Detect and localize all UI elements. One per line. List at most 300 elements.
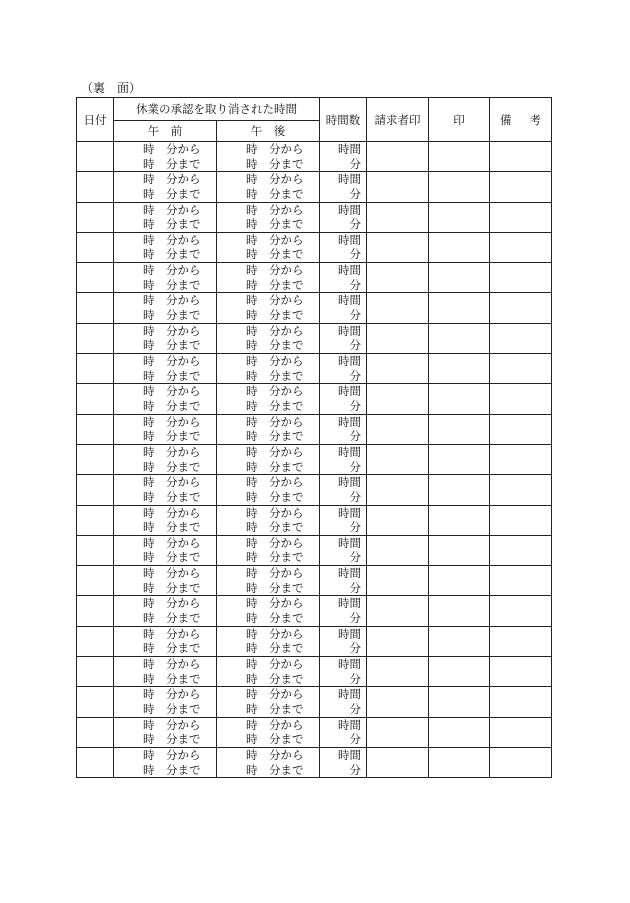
pm-time-cell[interactable] — [217, 596, 320, 626]
table-row — [77, 596, 552, 626]
am-time-cell[interactable] — [114, 717, 217, 747]
pm-time-cell[interactable] — [217, 293, 320, 323]
pm-from-text: 時 分から — [246, 626, 304, 641]
am-time-cell[interactable] — [114, 747, 217, 777]
page-side-label: （裏 面） — [81, 81, 142, 95]
header-seal: 印 — [429, 98, 490, 142]
remarks-cell[interactable] — [490, 626, 552, 656]
hours-unit-text: 時間 — [338, 535, 361, 550]
am-time-cell[interactable] — [114, 263, 217, 293]
table-row — [77, 202, 552, 232]
am-time-cell[interactable] — [114, 535, 217, 565]
hours-cell[interactable] — [320, 747, 367, 777]
pm-from-text: 時 分から — [246, 414, 304, 429]
am-from-text: 時 分から — [143, 566, 201, 581]
seal-cell[interactable] — [429, 596, 490, 626]
minutes-unit-text: 分 — [349, 247, 361, 262]
pm-until-text: 時 分まで — [246, 671, 304, 686]
hours-cell[interactable] — [320, 566, 367, 596]
header-cancelled-time: 休業の承認を取り消された時間 — [114, 98, 320, 121]
hours-unit-text: 時間 — [338, 414, 361, 429]
am-until-text: 時 分まで — [143, 641, 201, 656]
date-cell[interactable] — [77, 475, 114, 505]
pm-until-text: 時 分まで — [246, 701, 304, 716]
pm-time-cell[interactable] — [217, 566, 320, 596]
table-row — [77, 384, 552, 414]
am-from-text: 時 分から — [143, 687, 201, 702]
requester-seal-cell[interactable] — [367, 354, 429, 384]
requester-seal-cell[interactable] — [367, 475, 429, 505]
table-row — [77, 444, 552, 474]
am-from-text: 時 分から — [143, 535, 201, 550]
pm-time-cell[interactable] — [217, 263, 320, 293]
requester-seal-cell[interactable] — [367, 172, 429, 202]
requester-seal-cell[interactable] — [367, 414, 429, 444]
am-time-cell[interactable] — [114, 172, 217, 202]
seal-cell[interactable] — [429, 475, 490, 505]
hours-unit-text: 時間 — [338, 505, 361, 520]
am-until-text: 時 分まで — [143, 520, 201, 535]
seal-cell[interactable] — [429, 323, 490, 353]
pm-time-cell[interactable] — [217, 444, 320, 474]
table-row — [77, 687, 552, 717]
pm-from-text: 時 分から — [246, 202, 304, 217]
hours-unit-text: 時間 — [338, 202, 361, 217]
header-date: 日付 — [77, 98, 114, 142]
remarks-cell[interactable] — [490, 232, 552, 262]
date-cell[interactable] — [77, 384, 114, 414]
pm-until-text: 時 分まで — [246, 520, 304, 535]
hours-unit-text: 時間 — [338, 323, 361, 338]
am-until-text: 時 分まで — [143, 247, 201, 262]
am-from-text: 時 分から — [143, 444, 201, 459]
pm-from-text: 時 分から — [246, 475, 304, 490]
pm-until-text: 時 分まで — [246, 398, 304, 413]
hours-cell[interactable] — [320, 384, 367, 414]
date-cell[interactable] — [77, 687, 114, 717]
pm-time-cell[interactable] — [217, 505, 320, 535]
date-cell[interactable] — [77, 596, 114, 626]
hours-unit-text: 時間 — [338, 657, 361, 672]
date-cell[interactable] — [77, 293, 114, 323]
hours-cell[interactable] — [320, 535, 367, 565]
pm-time-cell[interactable] — [217, 657, 320, 687]
pm-until-text: 時 分まで — [246, 277, 304, 292]
am-time-cell[interactable] — [114, 626, 217, 656]
pm-time-cell[interactable] — [217, 232, 320, 262]
minutes-unit-text: 分 — [349, 156, 361, 171]
requester-seal-cell[interactable] — [367, 444, 429, 474]
pm-from-text: 時 分から — [246, 444, 304, 459]
pm-until-text: 時 分まで — [246, 550, 304, 565]
seal-cell[interactable] — [429, 626, 490, 656]
hours-unit-text: 時間 — [338, 293, 361, 308]
am-until-text: 時 分まで — [143, 156, 201, 171]
am-from-text: 時 分から — [143, 232, 201, 247]
minutes-unit-text: 分 — [349, 338, 361, 353]
seal-cell[interactable] — [429, 263, 490, 293]
remarks-cell[interactable] — [490, 414, 552, 444]
pm-from-text: 時 分から — [246, 535, 304, 550]
header-requester-seal: 請求者印 — [367, 98, 429, 142]
table-row — [77, 323, 552, 353]
requester-seal-cell[interactable] — [367, 657, 429, 687]
hours-cell[interactable] — [320, 323, 367, 353]
am-time-cell[interactable] — [114, 414, 217, 444]
seal-cell[interactable] — [429, 414, 490, 444]
requester-seal-cell[interactable] — [367, 747, 429, 777]
pm-until-text: 時 分まで — [246, 186, 304, 201]
hours-cell[interactable] — [320, 475, 367, 505]
pm-until-text: 時 分まで — [246, 459, 304, 474]
pm-from-text: 時 分から — [246, 232, 304, 247]
minutes-unit-text: 分 — [349, 580, 361, 595]
minutes-unit-text: 分 — [349, 368, 361, 383]
minutes-unit-text: 分 — [349, 186, 361, 201]
requester-seal-cell[interactable] — [367, 717, 429, 747]
am-from-text: 時 分から — [143, 475, 201, 490]
pm-from-text: 時 分から — [246, 657, 304, 672]
hours-cell[interactable] — [320, 414, 367, 444]
seal-cell[interactable] — [429, 232, 490, 262]
minutes-unit-text: 分 — [349, 641, 361, 656]
hours-unit-text: 時間 — [338, 717, 361, 732]
am-from-text: 時 分から — [143, 172, 201, 187]
pm-from-text: 時 分から — [246, 747, 304, 762]
minutes-unit-text: 分 — [349, 429, 361, 444]
pm-until-text: 時 分まで — [246, 611, 304, 626]
hours-unit-text: 時間 — [338, 172, 361, 187]
am-from-text: 時 分から — [143, 596, 201, 611]
minutes-unit-text: 分 — [349, 459, 361, 474]
am-time-cell[interactable] — [114, 444, 217, 474]
am-until-text: 時 分まで — [143, 308, 201, 323]
seal-cell[interactable] — [429, 384, 490, 414]
pm-time-cell[interactable] — [217, 535, 320, 565]
seal-cell[interactable] — [429, 747, 490, 777]
pm-from-text: 時 分から — [246, 384, 304, 399]
table-row — [77, 566, 552, 596]
seal-cell[interactable] — [429, 444, 490, 474]
am-from-text: 時 分から — [143, 202, 201, 217]
remarks-cell[interactable] — [490, 263, 552, 293]
requester-seal-cell[interactable] — [367, 505, 429, 535]
pm-until-text: 時 分まで — [246, 308, 304, 323]
requester-seal-cell[interactable] — [367, 142, 429, 172]
table-row — [77, 505, 552, 535]
seal-cell[interactable] — [429, 657, 490, 687]
date-cell[interactable] — [77, 323, 114, 353]
requester-seal-cell[interactable] — [367, 626, 429, 656]
am-until-text: 時 分まで — [143, 671, 201, 686]
date-cell[interactable] — [77, 444, 114, 474]
table-row — [77, 747, 552, 777]
am-time-cell[interactable] — [114, 657, 217, 687]
minutes-unit-text: 分 — [349, 398, 361, 413]
table-row — [77, 626, 552, 656]
remarks-cell[interactable] — [490, 596, 552, 626]
requester-seal-cell[interactable] — [367, 323, 429, 353]
hours-cell[interactable] — [320, 142, 367, 172]
pm-until-text: 時 分まで — [246, 156, 304, 171]
am-until-text: 時 分まで — [143, 398, 201, 413]
hours-unit-text: 時間 — [338, 384, 361, 399]
date-cell[interactable] — [77, 535, 114, 565]
requester-seal-cell[interactable] — [367, 263, 429, 293]
remarks-cell[interactable] — [490, 384, 552, 414]
am-time-cell[interactable] — [114, 142, 217, 172]
hours-cell[interactable] — [320, 172, 367, 202]
pm-time-cell[interactable] — [217, 687, 320, 717]
am-time-cell[interactable] — [114, 596, 217, 626]
remarks-cell[interactable] — [490, 657, 552, 687]
am-until-text: 時 分まで — [143, 459, 201, 474]
pm-from-text: 時 分から — [246, 687, 304, 702]
pm-time-cell[interactable] — [217, 202, 320, 232]
remarks-cell[interactable] — [490, 323, 552, 353]
minutes-unit-text: 分 — [349, 277, 361, 292]
minutes-unit-text: 分 — [349, 217, 361, 232]
seal-cell[interactable] — [429, 354, 490, 384]
pm-time-cell[interactable] — [217, 384, 320, 414]
seal-cell[interactable] — [429, 535, 490, 565]
hours-cell[interactable] — [320, 596, 367, 626]
am-from-text: 時 分から — [143, 626, 201, 641]
date-cell[interactable] — [77, 505, 114, 535]
am-time-cell[interactable] — [114, 687, 217, 717]
pm-from-text: 時 分から — [246, 505, 304, 520]
minutes-unit-text: 分 — [349, 701, 361, 716]
requester-seal-cell[interactable] — [367, 232, 429, 262]
table-row — [77, 354, 552, 384]
seal-cell[interactable] — [429, 717, 490, 747]
hours-cell[interactable] — [320, 202, 367, 232]
hours-cell[interactable] — [320, 354, 367, 384]
pm-until-text: 時 分まで — [246, 489, 304, 504]
hours-cell[interactable] — [320, 657, 367, 687]
am-until-text: 時 分まで — [143, 368, 201, 383]
date-cell[interactable] — [77, 626, 114, 656]
pm-time-cell[interactable] — [217, 717, 320, 747]
am-time-cell[interactable] — [114, 384, 217, 414]
requester-seal-cell[interactable] — [367, 293, 429, 323]
table-row — [77, 657, 552, 687]
pm-time-cell[interactable] — [217, 626, 320, 656]
hours-unit-text: 時間 — [338, 142, 361, 156]
table-row — [77, 717, 552, 747]
hours-unit-text: 時間 — [338, 232, 361, 247]
pm-until-text: 時 分まで — [246, 580, 304, 595]
table-row — [77, 475, 552, 505]
am-until-text: 時 分まで — [143, 489, 201, 504]
table-row — [77, 263, 552, 293]
seal-cell[interactable] — [429, 293, 490, 323]
hours-unit-text: 時間 — [338, 626, 361, 641]
remarks-cell[interactable] — [490, 202, 552, 232]
remarks-cell[interactable] — [490, 535, 552, 565]
am-from-text: 時 分から — [143, 657, 201, 672]
date-cell[interactable] — [77, 717, 114, 747]
pm-from-text: 時 分から — [246, 142, 304, 156]
seal-cell[interactable] — [429, 202, 490, 232]
am-time-cell[interactable] — [114, 323, 217, 353]
hours-cell[interactable] — [320, 717, 367, 747]
am-from-text: 時 分から — [143, 717, 201, 732]
hours-unit-text: 時間 — [338, 354, 361, 369]
seal-cell[interactable] — [429, 142, 490, 172]
hours-unit-text: 時間 — [338, 444, 361, 459]
seal-cell[interactable] — [429, 687, 490, 717]
requester-seal-cell[interactable] — [367, 384, 429, 414]
header-remarks-right: 考 — [529, 112, 541, 127]
pm-from-text: 時 分から — [246, 263, 304, 278]
pm-until-text: 時 分まで — [246, 338, 304, 353]
am-from-text: 時 分から — [143, 323, 201, 338]
requester-seal-cell[interactable] — [367, 687, 429, 717]
pm-from-text: 時 分から — [246, 354, 304, 369]
remarks-cell[interactable] — [490, 293, 552, 323]
remarks-cell[interactable] — [490, 717, 552, 747]
minutes-unit-text: 分 — [349, 762, 361, 777]
am-until-text: 時 分まで — [143, 550, 201, 565]
am-until-text: 時 分まで — [143, 762, 201, 777]
remarks-cell[interactable] — [490, 566, 552, 596]
pm-from-text: 時 分から — [246, 172, 304, 187]
remarks-cell[interactable] — [490, 172, 552, 202]
hours-unit-text: 時間 — [338, 566, 361, 581]
table-row — [77, 172, 552, 202]
am-time-cell[interactable] — [114, 202, 217, 232]
requester-seal-cell[interactable] — [367, 535, 429, 565]
pm-until-text: 時 分まで — [246, 368, 304, 383]
hours-unit-text: 時間 — [338, 747, 361, 762]
hours-unit-text: 時間 — [338, 687, 361, 702]
date-cell[interactable] — [77, 172, 114, 202]
remarks-cell[interactable] — [490, 354, 552, 384]
hours-cell[interactable] — [320, 444, 367, 474]
remarks-cell[interactable] — [490, 444, 552, 474]
pm-time-cell[interactable] — [217, 747, 320, 777]
am-from-text: 時 分から — [143, 293, 201, 308]
date-cell[interactable] — [77, 657, 114, 687]
pm-until-text: 時 分まで — [246, 762, 304, 777]
hours-unit-text: 時間 — [338, 596, 361, 611]
pm-from-text: 時 分から — [246, 293, 304, 308]
date-cell[interactable] — [77, 414, 114, 444]
seal-cell[interactable] — [429, 505, 490, 535]
pm-time-cell[interactable] — [217, 414, 320, 444]
pm-from-text: 時 分から — [246, 323, 304, 338]
table-row — [77, 414, 552, 444]
am-from-text: 時 分から — [143, 505, 201, 520]
minutes-unit-text: 分 — [349, 308, 361, 323]
am-until-text: 時 分まで — [143, 732, 201, 747]
am-from-text: 時 分から — [143, 263, 201, 278]
remarks-cell[interactable] — [490, 747, 552, 777]
am-from-text: 時 分から — [143, 142, 201, 156]
pm-time-cell[interactable] — [217, 354, 320, 384]
header-am: 午 前 — [114, 121, 217, 142]
am-until-text: 時 分まで — [143, 611, 201, 626]
pm-until-text: 時 分まで — [246, 217, 304, 232]
minutes-unit-text: 分 — [349, 489, 361, 504]
table-row — [77, 232, 552, 262]
am-time-cell[interactable] — [114, 293, 217, 323]
seal-cell[interactable] — [429, 172, 490, 202]
hours-cell[interactable] — [320, 505, 367, 535]
seal-cell[interactable] — [429, 566, 490, 596]
remarks-cell[interactable] — [490, 687, 552, 717]
minutes-unit-text: 分 — [349, 550, 361, 565]
date-cell[interactable] — [77, 142, 114, 172]
pm-from-text: 時 分から — [246, 717, 304, 732]
date-cell[interactable] — [77, 747, 114, 777]
requester-seal-cell[interactable] — [367, 596, 429, 626]
remarks-cell[interactable] — [490, 505, 552, 535]
hours-cell[interactable] — [320, 263, 367, 293]
am-from-text: 時 分から — [143, 384, 201, 399]
am-until-text: 時 分まで — [143, 580, 201, 595]
remarks-cell[interactable] — [490, 142, 552, 172]
pm-time-cell[interactable] — [217, 323, 320, 353]
header-remarks-left: 備 — [500, 112, 512, 127]
pm-time-cell[interactable] — [217, 142, 320, 172]
pm-until-text: 時 分まで — [246, 429, 304, 444]
minutes-unit-text: 分 — [349, 520, 361, 535]
pm-until-text: 時 分まで — [246, 732, 304, 747]
am-time-cell[interactable] — [114, 232, 217, 262]
requester-seal-cell[interactable] — [367, 566, 429, 596]
am-from-text: 時 分から — [143, 354, 201, 369]
date-cell[interactable] — [77, 202, 114, 232]
am-time-cell[interactable] — [114, 566, 217, 596]
hours-cell[interactable] — [320, 687, 367, 717]
minutes-unit-text: 分 — [349, 671, 361, 686]
am-time-cell[interactable] — [114, 505, 217, 535]
am-from-text: 時 分から — [143, 747, 201, 762]
pm-until-text: 時 分まで — [246, 641, 304, 656]
header-pm: 午 後 — [217, 121, 320, 142]
header-hours: 時間数 — [320, 98, 367, 142]
am-until-text: 時 分まで — [143, 338, 201, 353]
pm-time-cell[interactable] — [217, 172, 320, 202]
date-cell[interactable] — [77, 354, 114, 384]
am-until-text: 時 分まで — [143, 186, 201, 201]
pm-time-cell[interactable] — [217, 475, 320, 505]
date-cell[interactable] — [77, 263, 114, 293]
table-row — [77, 535, 552, 565]
minutes-unit-text: 分 — [349, 611, 361, 626]
am-until-text: 時 分まで — [143, 701, 201, 716]
header-remarks — [490, 98, 552, 142]
hours-cell[interactable] — [320, 293, 367, 323]
am-from-text: 時 分から — [143, 414, 201, 429]
remarks-cell[interactable] — [490, 475, 552, 505]
am-until-text: 時 分まで — [143, 277, 201, 292]
am-time-cell[interactable] — [114, 354, 217, 384]
date-cell[interactable] — [77, 232, 114, 262]
am-until-text: 時 分まで — [143, 429, 201, 444]
hours-cell[interactable] — [320, 626, 367, 656]
am-time-cell[interactable] — [114, 475, 217, 505]
requester-seal-cell[interactable] — [367, 202, 429, 232]
date-cell[interactable] — [77, 566, 114, 596]
am-until-text: 時 分まで — [143, 217, 201, 232]
hours-cell[interactable] — [320, 232, 367, 262]
hours-unit-text: 時間 — [338, 475, 361, 490]
minutes-unit-text: 分 — [349, 732, 361, 747]
table-row — [77, 142, 552, 172]
